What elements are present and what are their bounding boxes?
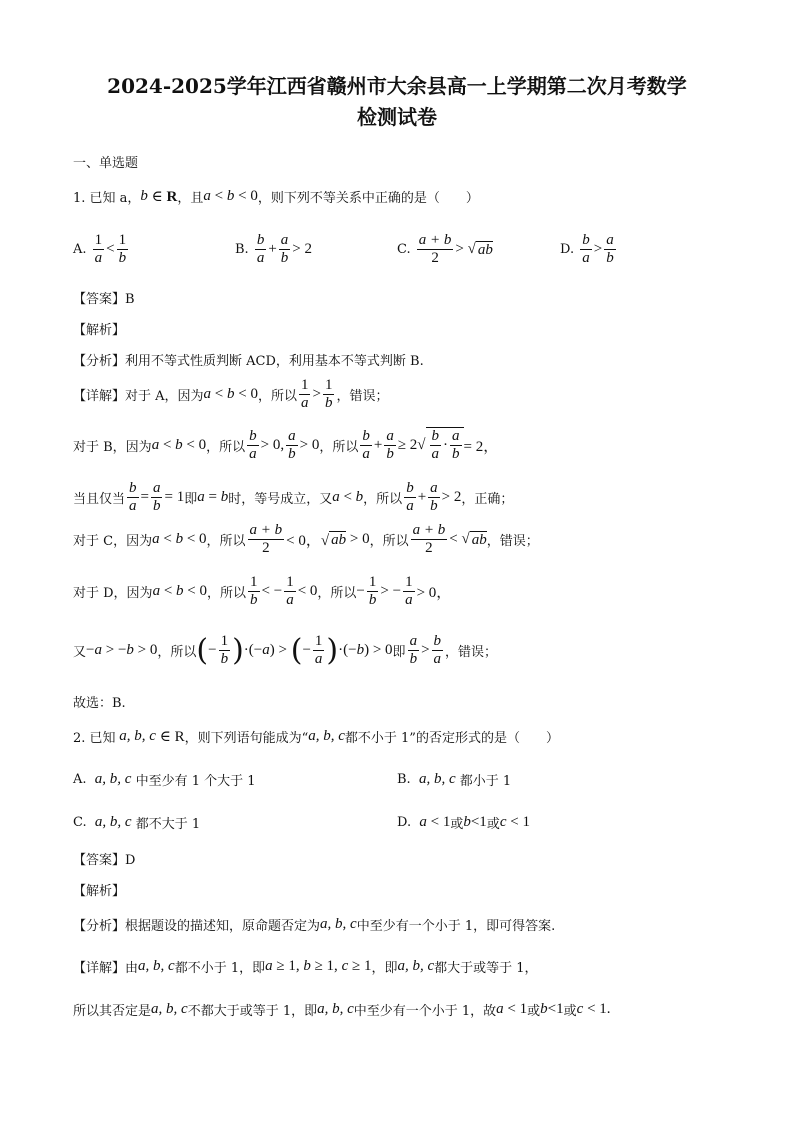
- q1-option-d: D. $\frac{b}{a}$ > $\frac{a}{b}$: [560, 232, 614, 266]
- section-heading: 一、单选题: [73, 156, 139, 171]
- q1-answer: 【答案】B: [73, 292, 135, 307]
- q2-stem: 2. 已知 a, b, c ∈ R ，则下列语句能成为“ a, b, c 都不小于 1”的否定形式的是（ ）: [73, 728, 559, 746]
- q2-fenxi: 【分析】根据题设的描述知，原命题否定为 a, b, c 中至少有一个小于 1，即可得答案.: [73, 916, 556, 934]
- q1-option-c: C. $\frac{a + b}{2}$ > √ ab: [397, 232, 493, 266]
- q2-detail-last: 所以其否定是 a, b, c 不都大于或等于 1，即 a, b, c 中至少有一个小于 1，故 a < 1 或 b <1 或 c < 1.: [73, 1001, 611, 1019]
- doc-title-line2: 检测试卷: [357, 105, 437, 129]
- doc-title-line1: 2024-2025学年江西省赣州市大余县高一上学期第二次月考数学: [107, 74, 687, 98]
- q1-detail-a: 【详解】对于 A，因为 a < b < 0 ，所以 $\frac{1}{a}$ > $\frac{1}{b}$ ，错误；: [73, 377, 389, 411]
- q1-stem: 1. 已知 a， b ∈ R ，且 a < b < 0 ，则下列不等关系中正确的是（ ）: [73, 188, 479, 206]
- q2-option-a: A. a, b, c 中至少有 1 个大于 1: [73, 771, 256, 789]
- q1-fenxi: 【分析】利用不等式性质判断 ACD，利用基本不等式判断 B.: [73, 354, 424, 369]
- q1-option-b: B. $\frac{b}{a}$ + $\frac{a}{b}$ > 2: [235, 232, 313, 266]
- q1-detail-c: 对于 C，因为 a < b < 0 ，所以 $\frac{a + b}{2}$ < 0，√ ab > 0 ，所以 $\frac{a + b}{2}$ < √ ab ，错误；: [73, 522, 539, 556]
- q2-option-d: D. a < 1 或 b <1 或 c < 1: [397, 814, 530, 832]
- q1-detail-b: 对于 B，因为 a < b < 0 ，所以 $\frac{b}{a}$ > 0, $\frac{a}{b}$ > 0 ，所以 $\frac{b}{a}$ + $\frac{a}{b}$ ≥ 2√ $\frac{b}{a}$ · $\frac{a}{b}$ = 2，: [73, 427, 499, 462]
- q1-detail-d: 对于 D，因为 a < b < 0 ，所以 $\frac{1}{b}$ < − $\frac{1}{a}$ < 0 ，所以 − $\frac{1}{b}$ > − $\frac{1}{a}$ > 0，: [73, 574, 452, 608]
- q2-analysis-heading: 【解析】: [73, 884, 126, 899]
- q1-conclusion: 故选：B.: [73, 696, 126, 711]
- q2-option-c: C. a, b, c 都不大于 1: [73, 814, 201, 832]
- q1-analysis-heading: 【解析】: [73, 323, 126, 338]
- q2-answer: 【答案】D: [73, 853, 136, 868]
- q1-detail-b-equality: 当且仅当 $\frac{b}{a}$ = $\frac{a}{b}$ = 1 即 a = b 时，等号成立，又 a < b ，所以 $\frac{b}{a}$ + $\frac{a}{b}$ > 2 ，正确；: [73, 480, 514, 514]
- q2-option-b: B. a, b, c 都小于 1: [397, 771, 512, 789]
- q1-detail-d-cont: 又 − a > − b > 0 ，所以 ( − $\frac{1}{b}$ ) ·(− a ) > ( − $\frac{1}{a}$ ) ·(− b ) > 0 即 $\frac{a}{b}$ > $\frac{b}{a}$ ，错误；: [73, 632, 498, 668]
- q1-option-a: A. $\frac{1}{a}$ < $\frac{1}{b}$: [73, 232, 127, 266]
- q2-detail: 【详解】由 a, b, c 都不小于 1，即 a ≥ 1, b ≥ 1, c ≥ 1 ，即 a, b, c 都大于或等于 1，: [73, 958, 538, 976]
